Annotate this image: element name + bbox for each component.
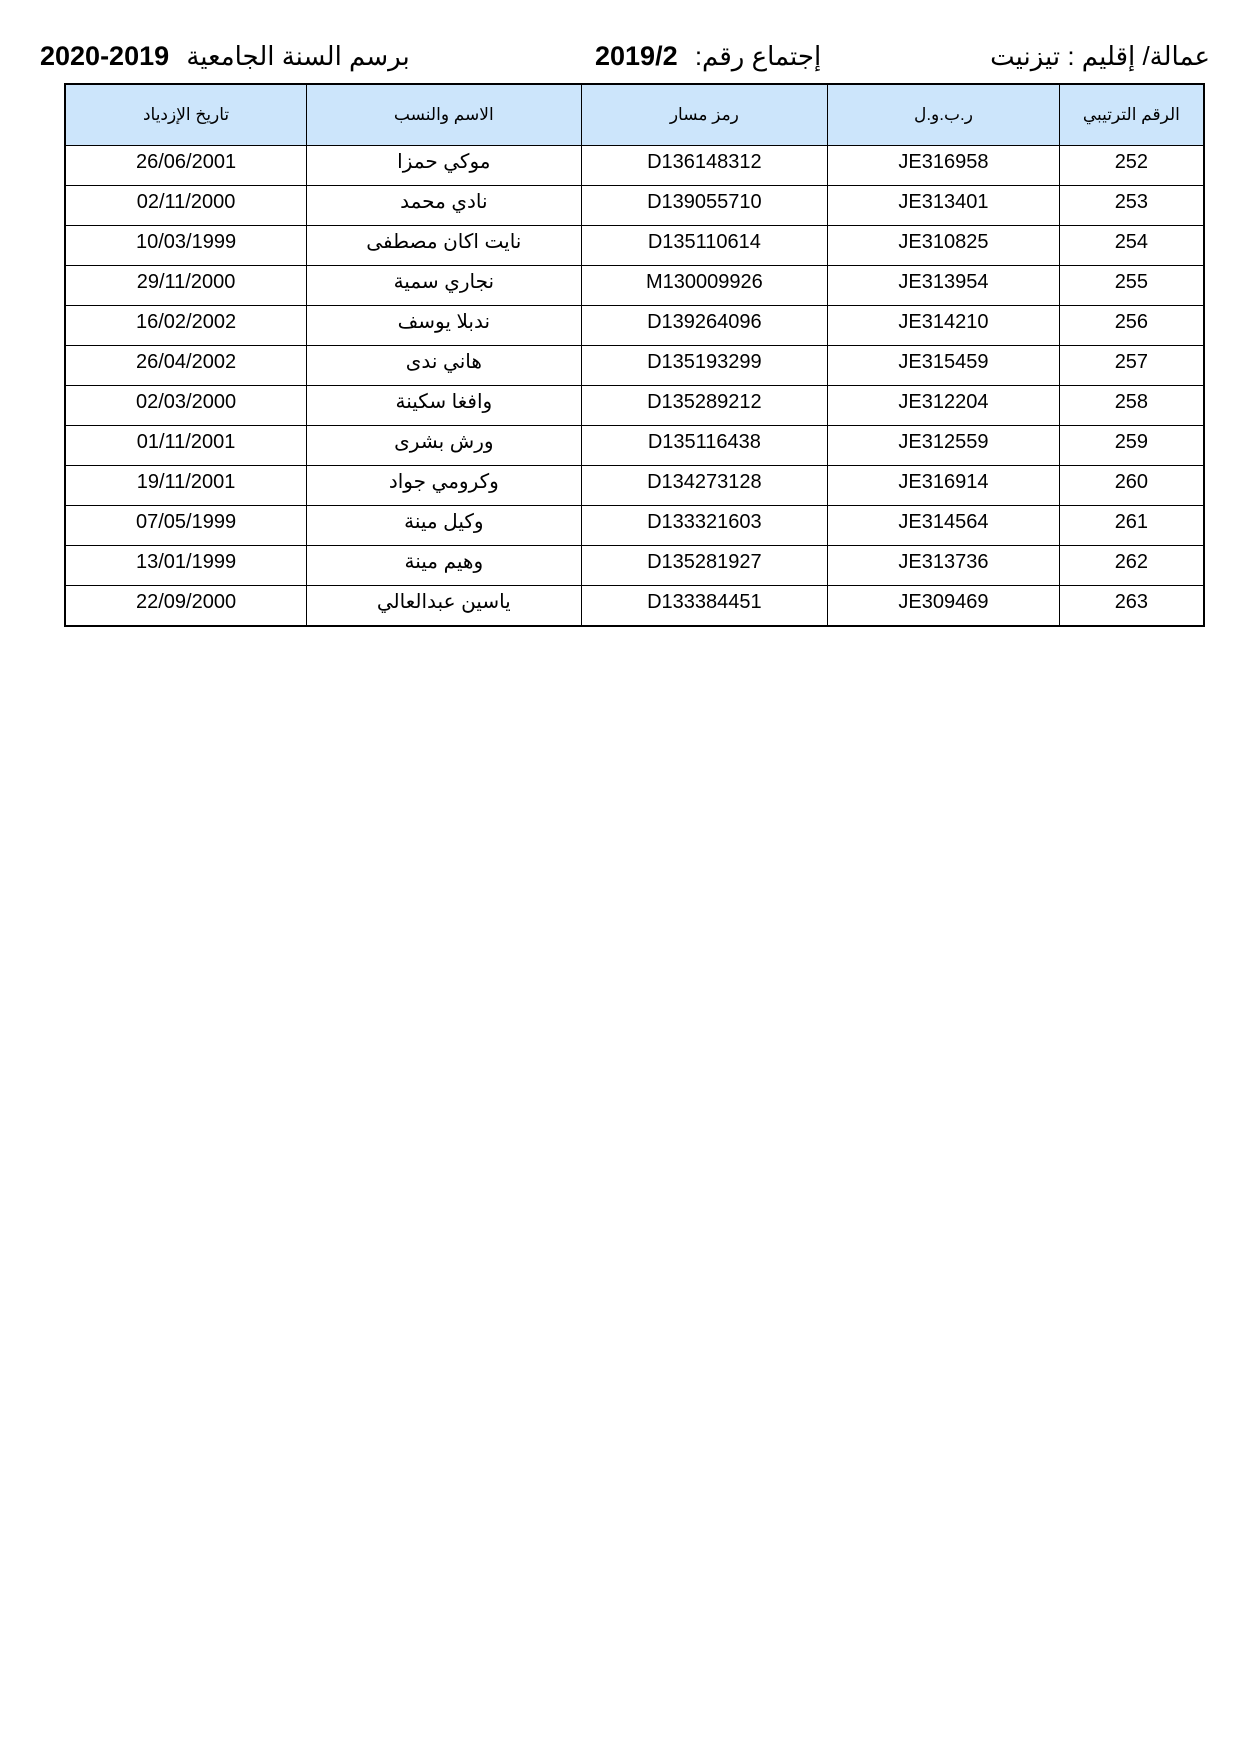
meeting-heading — [595, 36, 821, 76]
cell-birthdate: 13/01/1999 — [65, 546, 307, 586]
cell-name: نجاري سمية — [307, 266, 581, 306]
cell-serial: 260 — [1059, 466, 1204, 506]
cell-cin: JE314564 — [828, 506, 1060, 546]
col-header-massar: رمز مسار — [581, 84, 828, 146]
cell-cin: JE313954 — [828, 266, 1060, 306]
cell-name: ياسين عبدالعالي — [307, 586, 581, 626]
cell-name: ندبلا يوسف — [307, 306, 581, 346]
cell-birthdate: 07/05/1999 — [65, 506, 307, 546]
cell-serial: 257 — [1059, 346, 1204, 386]
cell-name: وكرومي جواد — [307, 466, 581, 506]
cell-massar: D139055710 — [581, 186, 828, 226]
cell-birthdate: 26/06/2001 — [65, 146, 307, 186]
cell-name: نايت اكان مصطفى — [307, 226, 581, 266]
cell-serial: 254 — [1059, 226, 1204, 266]
cell-birthdate: 10/03/1999 — [65, 226, 307, 266]
cell-cin: JE316914 — [828, 466, 1060, 506]
cell-cin: JE313401 — [828, 186, 1060, 226]
cell-birthdate: 02/03/2000 — [65, 386, 307, 426]
cell-birthdate: 26/04/2002 — [65, 346, 307, 386]
cell-name: هاني ندى — [307, 346, 581, 386]
table-row — [65, 546, 1204, 586]
prefecture-heading — [990, 36, 1210, 76]
cell-serial: 252 — [1059, 146, 1204, 186]
cell-name: موكي حمزا — [307, 146, 581, 186]
meeting-number: 2019/2 — [595, 41, 678, 71]
cell-serial: 255 — [1059, 266, 1204, 306]
table-row — [65, 426, 1204, 466]
cell-cin: JE309469 — [828, 586, 1060, 626]
col-header-birthdate: تاريخ الإزدياد — [65, 84, 307, 146]
cell-massar: D135289212 — [581, 386, 828, 426]
table-row — [65, 186, 1204, 226]
table-row — [65, 466, 1204, 506]
col-header-serial: الرقم الترتيبي — [1059, 84, 1204, 146]
cell-massar: D133384451 — [581, 586, 828, 626]
table-row — [65, 226, 1204, 266]
cell-massar: D134273128 — [581, 466, 828, 506]
cell-cin: JE314210 — [828, 306, 1060, 346]
cell-massar: D135110614 — [581, 226, 828, 266]
col-header-name: الاسم والنسب — [307, 84, 581, 146]
cell-cin: JE312559 — [828, 426, 1060, 466]
cell-massar: D135193299 — [581, 346, 828, 386]
cell-name: نادي محمد — [307, 186, 581, 226]
cell-massar: D133321603 — [581, 506, 828, 546]
cell-cin: JE313736 — [828, 546, 1060, 586]
cell-cin: JE310825 — [828, 226, 1060, 266]
cell-massar: D135116438 — [581, 426, 828, 466]
cell-serial: 259 — [1059, 426, 1204, 466]
cell-serial: 256 — [1059, 306, 1204, 346]
cell-massar: D135281927 — [581, 546, 828, 586]
cell-birthdate: 02/11/2000 — [65, 186, 307, 226]
cell-serial: 258 — [1059, 386, 1204, 426]
academic-year-heading — [40, 36, 410, 76]
prefecture-label: عمالة/ إقليم : — [1067, 41, 1210, 71]
cell-cin: JE312204 — [828, 386, 1060, 426]
cell-name: ورش بشرى — [307, 426, 581, 466]
cell-serial: 261 — [1059, 506, 1204, 546]
table-row — [65, 306, 1204, 346]
cell-birthdate: 22/09/2000 — [65, 586, 307, 626]
cell-name: وكيل مينة — [307, 506, 581, 546]
cell-name: وهيم مينة — [307, 546, 581, 586]
cell-birthdate: 01/11/2001 — [65, 426, 307, 466]
cell-birthdate: 19/11/2001 — [65, 466, 307, 506]
cell-birthdate: 29/11/2000 — [65, 266, 307, 306]
student-roster-table — [64, 83, 1205, 627]
academic-year-value: 2020-2019 — [40, 41, 170, 71]
cell-serial: 253 — [1059, 186, 1204, 226]
cell-birthdate: 16/02/2002 — [65, 306, 307, 346]
cell-massar: D139264096 — [581, 306, 828, 346]
table-row — [65, 586, 1204, 626]
table-body — [65, 146, 1204, 626]
table-row — [65, 266, 1204, 306]
table-row — [65, 386, 1204, 426]
table-row — [65, 506, 1204, 546]
table-row — [65, 146, 1204, 186]
cell-serial: 263 — [1059, 586, 1204, 626]
cell-cin: JE316958 — [828, 146, 1060, 186]
table-header — [65, 84, 1204, 146]
cell-massar: M130009926 — [581, 266, 828, 306]
document-header — [40, 36, 1210, 76]
cell-massar: D136148312 — [581, 146, 828, 186]
prefecture-value: تيزنيت — [990, 41, 1061, 71]
academic-year-label: برسم السنة الجامعية — [186, 41, 410, 71]
table-row — [65, 346, 1204, 386]
cell-name: وافغا سكينة — [307, 386, 581, 426]
header-row — [65, 84, 1204, 146]
cell-cin: JE315459 — [828, 346, 1060, 386]
meeting-label: إجتماع رقم: — [694, 41, 822, 71]
cell-serial: 262 — [1059, 546, 1204, 586]
col-header-cin: ر.ب.و.ل — [828, 84, 1060, 146]
